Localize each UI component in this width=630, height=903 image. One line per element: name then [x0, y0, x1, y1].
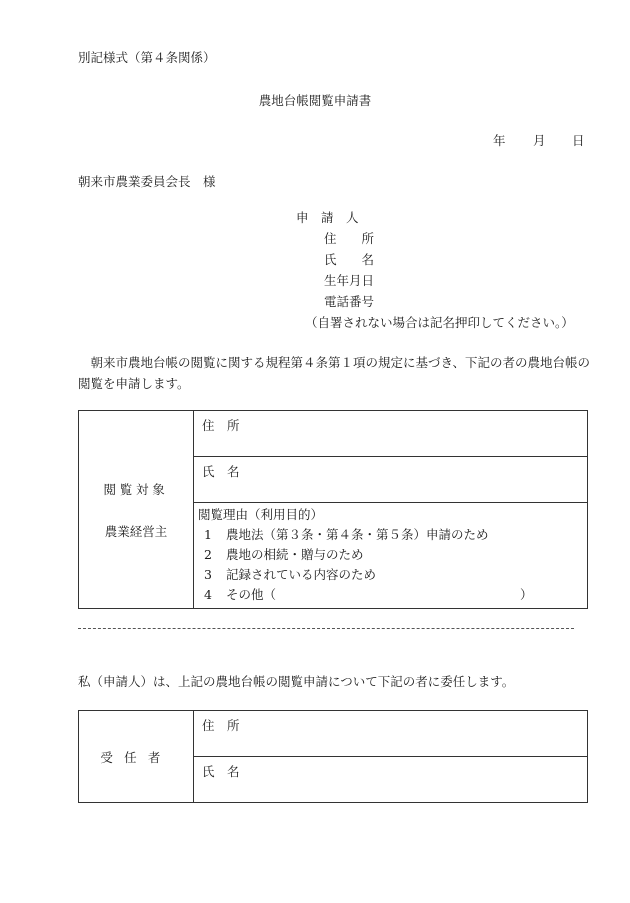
target-address-label: 住 所 — [202, 418, 240, 433]
date-year: 年 — [493, 133, 506, 148]
applicant-heading: 申 請 人 — [296, 210, 359, 225]
applicant-block — [288, 210, 374, 315]
date-month: 月 — [533, 133, 546, 148]
applicant-address-label: 住 所 — [324, 231, 375, 246]
delegate-address-field[interactable] — [194, 711, 588, 757]
reason-item-1[interactable]: 1 農地法（第３条・第４条・第５条）申請のため — [204, 527, 489, 542]
application-statement: 朝来市農地台帳の閲覧に関する規程第４条第１項の規定に基づき、下記の者の農地台帳の閲覧を申請します。 — [78, 355, 591, 391]
cut-line — [78, 628, 574, 629]
inspection-reason-cell — [194, 503, 588, 609]
delegation-statement: 私（申請人）は、上記の農地台帳の閲覧申請について下記の者に委任します。 — [78, 674, 515, 689]
reason-item-3[interactable]: 3 記録されている内容のため — [204, 567, 377, 582]
addressee: 朝来市農業委員会長 様 — [78, 174, 216, 189]
reason-item-2[interactable]: 2 農地の相続・贈与のため — [204, 547, 364, 562]
delegate-name-field[interactable] — [194, 757, 588, 803]
reason-heading: 閲覧理由（利用目的） — [198, 507, 324, 522]
inspection-target-label-cell — [79, 411, 194, 609]
applicant-phone-label: 電話番号 — [324, 294, 375, 309]
delegate-address-label: 住 所 — [202, 718, 240, 733]
applicant-birthdate-label: 生年月日 — [324, 273, 375, 288]
reason-item-4[interactable]: 4 その他（ ） — [198, 585, 587, 605]
other-close-paren: ） — [520, 587, 533, 602]
inspection-target-label: 閲覧対象 — [103, 481, 169, 497]
applicant-name-label: 氏 名 — [324, 252, 375, 267]
delegate-label: 受任者 — [100, 749, 172, 765]
target-address-field[interactable] — [194, 411, 588, 457]
form-label: 別記様式（第４条関係） — [78, 50, 216, 65]
page-title: 農地台帳閲覧申請書 — [258, 93, 372, 108]
delegate-table — [78, 710, 588, 803]
date-day: 日 — [572, 133, 585, 148]
inspection-target-table — [78, 410, 588, 609]
target-name-field[interactable] — [194, 457, 588, 503]
delegate-name-label: 氏 名 — [202, 764, 240, 779]
target-name-label: 氏 名 — [202, 464, 240, 479]
applicant-note: （自署されない場合は記名押印してください。） — [305, 315, 574, 330]
delegate-label-cell — [79, 711, 194, 803]
farm-operator-label: 農業経営主 — [104, 523, 168, 539]
